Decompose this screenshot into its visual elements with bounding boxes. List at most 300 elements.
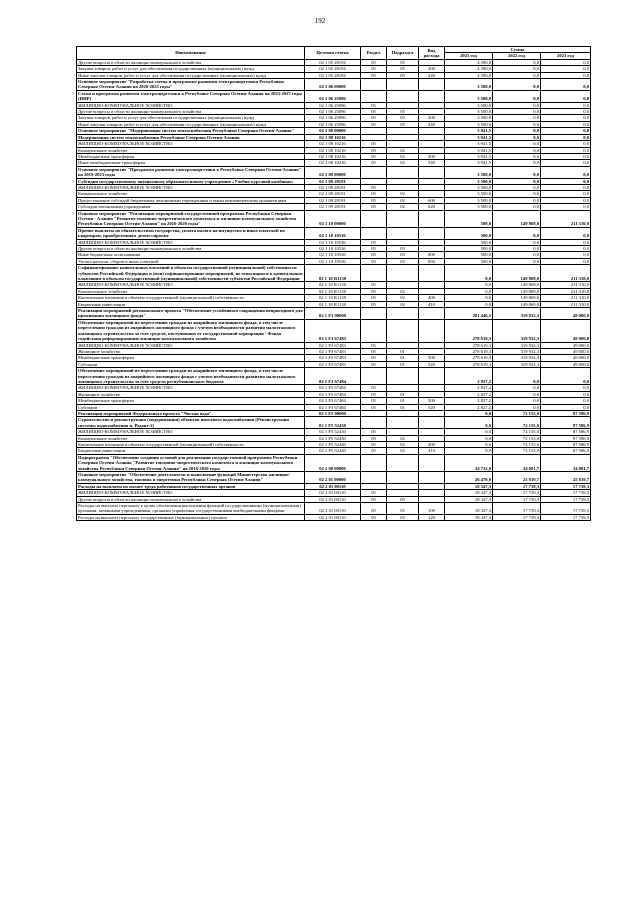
row-subsection: 02	[387, 160, 419, 166]
table-row	[77, 454, 591, 471]
row-code: 02 1 F3 67483	[305, 361, 361, 367]
row-subsection: 02	[387, 204, 419, 210]
row-2022: 17 739,3	[493, 483, 541, 489]
row-2021: 3 500,0	[445, 115, 493, 121]
row-name: Бюджетные инвестиции	[77, 448, 305, 454]
row-2022: 0,0	[493, 72, 541, 78]
row-section: 05	[361, 258, 387, 264]
row-section: 05	[361, 496, 387, 502]
row-subsection: 01	[387, 361, 419, 367]
row-name: Основное мероприятие "Разработка схемы и программы развития электроэнергетики Республики Северная Осетия-Алания на 2020-2023 годы"	[77, 79, 305, 91]
row-2023: 211 310,0	[541, 210, 591, 227]
row-name: Жилищное хозяйство	[77, 391, 305, 397]
row-2021: 0,0	[445, 410, 493, 416]
row-code: 02 1 F3 67483	[305, 348, 361, 354]
row-2023: 0,0	[541, 398, 591, 404]
row-2022: 0,0	[493, 258, 541, 264]
row-2022: 0,0	[493, 252, 541, 258]
row-2021: 3 500,0	[445, 121, 493, 127]
row-2021: 3 500,0	[445, 79, 493, 91]
row-2023: 0,0	[541, 204, 591, 210]
row-code: 02 1 10 R1130	[305, 301, 361, 307]
row-2021: 500,0	[445, 239, 493, 245]
header-subsection: Подраздел	[387, 47, 419, 60]
row-section: 05	[361, 282, 387, 288]
row-code: 02 1 10 R1130	[305, 295, 361, 301]
row-2023: 34 081,7	[541, 454, 591, 471]
row-2022: 0,0	[493, 141, 541, 147]
row-2021: 2 827,2	[445, 391, 493, 397]
row-subsection: 02	[387, 435, 419, 441]
row-code: 02 1 F5 52430	[305, 417, 361, 429]
row-section: 05	[361, 442, 387, 448]
row-2022: 0,0	[493, 184, 541, 190]
row-2021: 500,0	[445, 252, 493, 258]
row-2022: 72 155,0	[493, 448, 541, 454]
row-2022: 72 155,0	[493, 442, 541, 448]
row-section: 05	[361, 141, 387, 147]
row-name: Модернизация систем теплоснабжения Республики Северная Осетия-Алания	[77, 134, 305, 140]
page-number: 192	[314, 17, 326, 25]
row-subsection: 02	[387, 153, 419, 159]
row-exp-type: 240	[419, 72, 445, 78]
row-exp-type: 120	[419, 514, 445, 520]
row-name: ЖИЛИЩНО-КОММУНАЛЬНОЕ ХОЗЯЙСТВО	[77, 342, 305, 348]
row-2022: 0,0	[493, 134, 541, 140]
row-2022: 0,0	[493, 160, 541, 166]
row-code: 02 1 F3 67483	[305, 342, 361, 348]
row-code: 02 1 09 28191	[305, 204, 361, 210]
row-exp-type: 500	[419, 398, 445, 404]
row-code: 02 1 F5 52430	[305, 435, 361, 441]
row-section: 05	[361, 121, 387, 127]
row-2023: 49 000,0	[541, 319, 591, 342]
row-subsection	[387, 417, 419, 429]
row-section: 05	[361, 448, 387, 454]
row-section: 05	[361, 147, 387, 153]
row-2021: 3 500,0	[445, 204, 493, 210]
row-2022: 0,0	[493, 121, 541, 127]
row-name: Коммунальное хозяйство	[77, 147, 305, 153]
row-2022: 17 739,3	[493, 496, 541, 502]
row-name: Расходы на выплаты персоналу государственных (муниципальных) органов	[77, 514, 305, 520]
row-2023: 0,0	[541, 66, 591, 72]
row-code: 02 1 F3 00000	[305, 308, 361, 320]
row-2021: 0,0	[445, 442, 493, 448]
row-name: Иные межбюджетные трансферты	[77, 160, 305, 166]
row-2022: 149 869,0	[493, 265, 541, 282]
row-2022: 0,0	[493, 102, 541, 108]
row-2021: 3 500,0	[445, 178, 493, 184]
row-2022: 0,0	[493, 368, 541, 385]
row-name: Основное мероприятие "Обеспечение деятельности и выполнение функций Министерства жилищно-коммунального хозяйства, топлива и энергетики Республики Северная Осетия-Алания"	[77, 472, 305, 484]
row-2021: 0,0	[445, 295, 493, 301]
row-exp-type	[419, 210, 445, 227]
row-code: 02 1 10 10536	[305, 258, 361, 264]
row-name: ЖИЛИЩНО-КОММУНАЛЬНОЕ ХОЗЯЙСТВО	[77, 282, 305, 288]
row-subsection	[387, 265, 419, 282]
row-2021: 278 619,3	[445, 361, 493, 367]
row-exp-type: 500	[419, 355, 445, 361]
row-2022: 0,0	[493, 197, 541, 203]
row-code: 02 2 01 00110	[305, 490, 361, 496]
row-name: Строительство и реконструкция (модернизация) объектов питьевого водоснабжения (Реконструкция системы водоснабжения п. Редант-2)	[77, 417, 305, 429]
row-name: Иные закупки товаров, работ и услуг для обеспечения государственных (муниципальных) нужд	[77, 72, 305, 78]
row-2021: 3 941,5	[445, 141, 493, 147]
row-2021: 18 347,3	[445, 503, 493, 515]
row-2023: 17 739,3	[541, 496, 591, 502]
row-2023: 49 000,0	[541, 361, 591, 367]
row-code: 02 1 10 10536	[305, 246, 361, 252]
row-name: Подпрограмма "Обеспечение создания условий для реализации государственной программы Республики Северная Осетия-Алания "Развитие топливно-энергетического комплекса и жилищно-коммунального хозяйства Республики Северная Осетия-Алания" на 2016-2020 годы	[77, 454, 305, 471]
row-2021: 281 446,5	[445, 308, 493, 320]
row-subsection	[387, 472, 419, 484]
row-2022: 72 155,0	[493, 435, 541, 441]
row-subsection: 01	[387, 391, 419, 397]
row-subsection: 05	[387, 115, 419, 121]
row-name: Обеспечение мероприятий по переселению граждан из аварийного жилищного фонда, в том числе переселению граждан из аварийного жилищного фонда с учетом необходимости развития малоэтажного жилищного строительства за счет средств республиканского бюджета	[77, 368, 305, 385]
row-subsection: 05	[387, 252, 419, 258]
row-code: 02 1 06 25096	[305, 109, 361, 115]
row-code: 02 1 10 R1130	[305, 288, 361, 294]
row-name: Коммунальное хозяйство	[77, 288, 305, 294]
row-section	[361, 210, 387, 227]
row-2021: 500,0	[445, 210, 493, 227]
row-name: Расходы на выплаты по оплате труда работников государственных органов	[77, 483, 305, 489]
row-2023: 0,0	[541, 178, 591, 184]
table-row	[77, 514, 591, 520]
row-code: 02 1 06 25096	[305, 121, 361, 127]
row-2022: 0,0	[493, 398, 541, 404]
row-section	[361, 227, 387, 239]
row-subsection: 05	[387, 66, 419, 72]
header-2023: 2023 год	[541, 53, 591, 59]
row-code: 02 2 01 00110	[305, 483, 361, 489]
row-subsection	[387, 166, 419, 178]
row-2022: 319 932,3	[493, 355, 541, 361]
row-subsection: 05	[387, 503, 419, 515]
row-name: Иные бюджетные ассигнования	[77, 252, 305, 258]
row-2023: 0,0	[541, 246, 591, 252]
row-name: Бюджетные инвестиции	[77, 301, 305, 307]
row-2021: 0,0	[445, 282, 493, 288]
row-section	[361, 79, 387, 91]
row-2021: 2 827,2	[445, 398, 493, 404]
row-2021: 18 347,3	[445, 514, 493, 520]
row-2021: 3 500,0	[445, 191, 493, 197]
row-exp-type	[419, 319, 445, 342]
row-2022: 0,0	[493, 227, 541, 239]
row-2023: 211 310,0	[541, 288, 591, 294]
row-section: 05	[361, 429, 387, 435]
row-name: ЖИЛИЩНО-КОММУНАЛЬНОЕ ХОЗЯЙСТВО	[77, 490, 305, 496]
row-name: Коммунальное хозяйство	[77, 191, 305, 197]
row-2023: 0,0	[541, 368, 591, 385]
row-2023: 0,0	[541, 239, 591, 245]
row-2023: 87 586,9	[541, 417, 591, 429]
table-row	[77, 210, 591, 227]
row-2022: 0,0	[493, 178, 541, 184]
row-code: 02 1 09 28191	[305, 178, 361, 184]
row-section	[361, 265, 387, 282]
row-code: 02 1 10 00000	[305, 210, 361, 227]
row-section: 05	[361, 72, 387, 78]
row-subsection	[387, 210, 419, 227]
row-code: 02 2 01 00110	[305, 496, 361, 502]
row-2022: 319 932,3	[493, 319, 541, 342]
row-2022: 0,0	[493, 153, 541, 159]
row-code: 02 1 10 10536	[305, 239, 361, 245]
row-exp-type: 240	[419, 121, 445, 127]
row-section: 05	[361, 490, 387, 496]
row-code: 02 1 F5 52430	[305, 429, 361, 435]
row-code: 02 1 05 28194	[305, 59, 361, 65]
row-name: Межбюджетные трансферты	[77, 398, 305, 404]
row-code: 02 1 09 28191	[305, 197, 361, 203]
row-2022: 17 739,3	[493, 503, 541, 515]
row-code: 02 1 F3 67484	[305, 398, 361, 404]
row-2023: 17 739,3	[541, 514, 591, 520]
row-2021: 0,0	[445, 429, 493, 435]
row-2021: 0,0	[445, 448, 493, 454]
row-section	[361, 454, 387, 471]
table-header-row	[77, 47, 591, 53]
row-name: ЖИЛИЩНО-КОММУНАЛЬНОЕ ХОЗЯЙСТВО	[77, 184, 305, 190]
row-section: 05	[361, 355, 387, 361]
row-name: Софинансирование капитальных вложений в объекты государственной (муниципальной) собственности субъектов Российской Федерации и (или) софинансирование мероприятий, не относящихся к капитальным вложениям в объекты государственной (муниципальной) собственности субъектов Российской Федерации	[78, 265, 303, 282]
row-exp-type	[419, 454, 445, 471]
row-exp-type: 100	[419, 503, 445, 515]
row-section: 05	[361, 246, 387, 252]
row-2023: 87 586,9	[541, 448, 591, 454]
row-2021: 26 470,0	[445, 472, 493, 484]
row-section: 05	[361, 191, 387, 197]
row-name: Основное мероприятие "Модернизация систем теплоснабжения Республики Северная Осетия-Алания"	[77, 128, 305, 134]
row-2023: 87 586,9	[541, 410, 591, 416]
row-code: 02 1 F3 67484	[305, 391, 361, 397]
row-subsection: 02	[387, 288, 419, 294]
row-subsection	[387, 227, 419, 239]
row-2021: 500,0	[445, 246, 493, 252]
row-2021: 18 347,3	[445, 496, 493, 502]
row-code: 02 1 08 10216	[305, 147, 361, 153]
row-section: 05	[361, 59, 387, 65]
row-code: 02 1 06 25096	[305, 115, 361, 121]
row-name: Субсидии автономным учреждениям	[77, 204, 305, 210]
row-2022: 319 932,3	[493, 308, 541, 320]
row-name: Схема и программа развития электроэнергетики в Республике Северная Осетия-Алания на 2023-2027 годы (НИР)	[77, 90, 305, 102]
row-2022: 0,0	[493, 239, 541, 245]
row-2021: 3 500,0	[445, 90, 493, 102]
table-row	[77, 265, 591, 282]
row-2022: 149 869,0	[493, 295, 541, 301]
row-code: 02 1 F3 67483	[305, 319, 361, 342]
row-2023: 0,0	[541, 252, 591, 258]
row-subsection: 01	[387, 355, 419, 361]
row-exp-type: 400	[419, 295, 445, 301]
row-2021: 2 827,2	[445, 385, 493, 391]
row-code: 02 1 06 25096	[305, 102, 361, 108]
row-code: 02 1 05 28194	[305, 72, 361, 78]
row-2023: 0,0	[541, 90, 591, 102]
table-row	[77, 503, 591, 515]
row-subsection: 05	[387, 514, 419, 520]
row-2023: 0,0	[541, 121, 591, 127]
row-section: 05	[361, 102, 387, 108]
row-exp-type: 520	[419, 404, 445, 410]
row-section: 05	[361, 252, 387, 258]
row-2022: 0,0	[493, 90, 541, 102]
row-name: Другие вопросы в области жилищно-коммунального хозяйства	[77, 109, 305, 115]
row-name: Обеспечение мероприятий по переселению граждан из аварийного жилищного фонда, в том числе переселению граждан из аварийного жилищного фонда с учетом необходимости развития малоэтажного жилищного строительства за счет средств, поступивших от государственной корпорации - Фонда содействия реформированию жилищно-коммунального хозяйства	[77, 319, 305, 342]
row-subsection	[387, 368, 419, 385]
row-2021: 4 390,0	[445, 59, 493, 65]
row-subsection: 05	[387, 72, 419, 78]
row-2023: 0,0	[541, 385, 591, 391]
table-row	[77, 417, 591, 429]
row-name: Капитальные вложения в объекты государственной (муниципальной) собственности	[77, 442, 305, 448]
row-section: 05	[361, 503, 387, 515]
row-code: 02 1 08 10216	[305, 160, 361, 166]
row-subsection: 02	[387, 442, 419, 448]
row-2022: 0,0	[493, 204, 541, 210]
row-name: Субсидии	[77, 404, 305, 410]
row-code: 02 1 08 00000	[305, 128, 361, 134]
row-2021: 3 500,0	[445, 102, 493, 108]
row-2023: 211 310,0	[541, 265, 591, 282]
header-name: Наименование	[77, 47, 305, 60]
row-2021: 18 347,3	[445, 483, 493, 489]
row-code: 02 1 10 R1130	[305, 282, 361, 288]
row-code: 02 1 10 R1130	[305, 265, 361, 282]
row-2023: 87 586,9	[541, 442, 591, 448]
row-name: Субсидии	[77, 361, 305, 367]
row-exp-type: 410	[419, 448, 445, 454]
row-2022: 0,0	[493, 246, 541, 252]
row-2023: 0,0	[541, 115, 591, 121]
row-subsection: 05	[387, 246, 419, 252]
row-2023: 211 310,0	[541, 282, 591, 288]
row-code: 02 2 00 00000	[305, 454, 361, 471]
row-2022: 72 155,0	[493, 429, 541, 435]
row-code: 02 2 01 00000	[305, 472, 361, 484]
row-code: 02 1 10 10536	[305, 252, 361, 258]
row-2022: 319 932,3	[493, 361, 541, 367]
row-2022: 319 932,3	[493, 348, 541, 354]
row-2023: 49 000,0	[541, 342, 591, 348]
header-section: Раздел	[361, 47, 387, 60]
row-name: Жилищное хозяйство	[77, 348, 305, 354]
row-2021: 4 390,0	[445, 72, 493, 78]
row-2022: 0,0	[493, 385, 541, 391]
row-2021: 0,0	[445, 265, 493, 282]
row-2023: 0,0	[541, 197, 591, 203]
row-section: 05	[361, 398, 387, 404]
row-2021: 3 941,5	[445, 128, 493, 134]
row-subsection	[387, 319, 419, 342]
row-2022: 149 869,0	[493, 301, 541, 307]
row-name: Другие вопросы в области жилищно-коммунального хозяйства	[77, 59, 305, 65]
row-exp-type	[419, 308, 445, 320]
row-section: 05	[361, 66, 387, 72]
row-name: ЖИЛИЩНО-КОММУНАЛЬНОЕ ХОЗЯЙСТВО	[77, 102, 305, 108]
row-section: 05	[361, 342, 387, 348]
row-name: Расходы на выплаты персоналу в целях обеспечения выполнения функций государственными (муниципальными) органами, казенными учреждениями, органами управления государственными внебюджетными фондами	[77, 503, 305, 515]
row-2021: 3 941,5	[445, 134, 493, 140]
row-exp-type: 400	[419, 442, 445, 448]
row-name: Капитальные вложения в объекты государственной (муниципальной) собственности	[77, 295, 305, 301]
row-2021: 278 619,3	[445, 355, 493, 361]
row-name: Субсидии государственному автономному образовательному учреждению «Учебно-курсовой комбинат»	[77, 178, 305, 184]
row-2023: 0,0	[541, 227, 591, 239]
row-2023: 17 739,3	[541, 490, 591, 496]
row-2021: 3 500,0	[445, 109, 493, 115]
row-section: 05	[361, 109, 387, 115]
row-subsection: 01	[387, 398, 419, 404]
row-code: 02 1 08 10216	[305, 141, 361, 147]
header-sum: Сумма	[445, 47, 591, 53]
header-code: Целевая статья	[305, 47, 361, 60]
row-code: 02 1 05 28194	[305, 66, 361, 72]
row-section	[361, 368, 387, 385]
row-exp-type: 520	[419, 361, 445, 367]
row-section	[361, 308, 387, 320]
row-exp-type	[419, 79, 445, 91]
row-section: 05	[361, 295, 387, 301]
row-section: 05	[361, 404, 387, 410]
row-section: 05	[361, 348, 387, 354]
row-2022: 17 739,3	[493, 490, 541, 496]
row-code: 02 1 F3 67483	[305, 355, 361, 361]
row-2021: 34 732,0	[445, 454, 493, 471]
table-row	[77, 90, 591, 102]
row-subsection: 02	[387, 301, 419, 307]
row-exp-type: 620	[419, 204, 445, 210]
row-2021: 2 827,2	[445, 368, 493, 385]
row-2021: 3 941,5	[445, 160, 493, 166]
row-2023: 0,0	[541, 184, 591, 190]
row-exp-type	[419, 90, 445, 102]
row-exp-type: 410	[419, 301, 445, 307]
table-row	[77, 227, 591, 239]
row-code: 02 1 F3 67484	[305, 368, 361, 385]
row-subsection	[387, 90, 419, 102]
row-section: 05	[361, 115, 387, 121]
row-2023: 49 000,0	[541, 308, 591, 320]
row-2022: 149 869,0	[493, 210, 541, 227]
row-2023: 211 310,0	[541, 295, 591, 301]
row-section	[361, 319, 387, 342]
row-2023: 0,0	[541, 128, 591, 134]
row-2022: 0,0	[493, 404, 541, 410]
row-code: 02 1 F5 52430	[305, 442, 361, 448]
row-section	[361, 90, 387, 102]
row-code: 02 1 08 10216	[305, 153, 361, 159]
row-code: 02 1 08 10216	[305, 134, 361, 140]
table-row	[77, 319, 591, 342]
row-name: Другие вопросы в области жилищно-коммунального хозяйства	[77, 246, 305, 252]
row-name: Межбюджетные трансферты	[77, 153, 305, 159]
row-2022: 0,0	[493, 147, 541, 153]
row-2021: 0,0	[445, 435, 493, 441]
row-2023: 0,0	[541, 147, 591, 153]
row-subsection	[387, 79, 419, 91]
row-2021: 3 500,0	[445, 166, 493, 178]
row-2022: 0,0	[493, 109, 541, 115]
row-name: Коммунальное хозяйство	[77, 435, 305, 441]
row-2021: 278 619,3	[445, 348, 493, 354]
row-2022: 149 869,0	[493, 282, 541, 288]
